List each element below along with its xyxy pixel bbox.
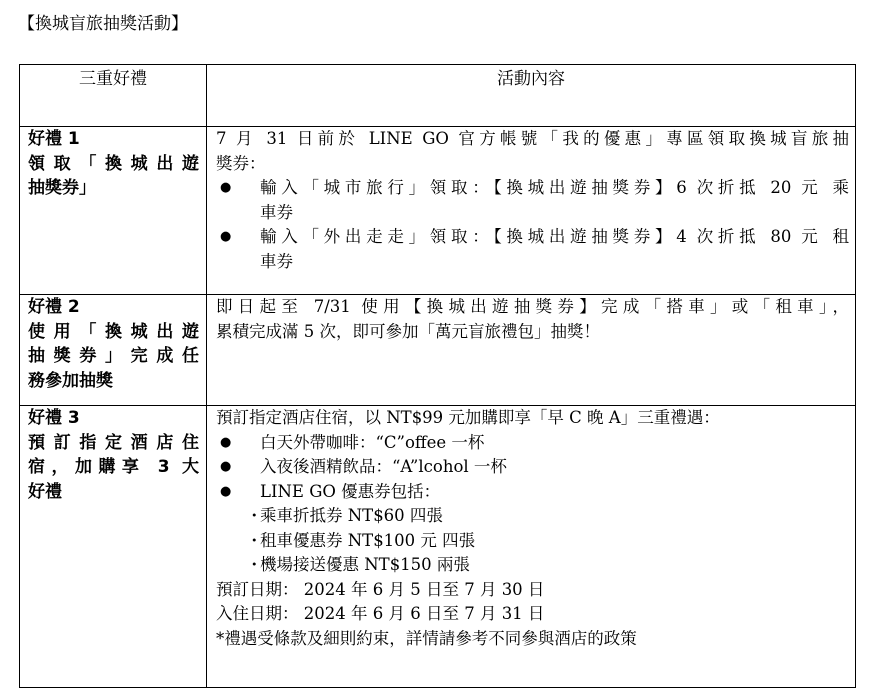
table-header-row bbox=[20, 65, 856, 127]
bullet-icon: ● bbox=[220, 229, 232, 244]
gift-1-desc-line: 領取「換城出遊 bbox=[28, 153, 199, 174]
list-item bbox=[216, 431, 849, 456]
bullet-icon: ● bbox=[220, 483, 232, 499]
bullet-text-line: 車券 bbox=[260, 251, 293, 271]
sub-bullet-icon: ・ bbox=[246, 555, 263, 574]
gift-2-intro-line: 即日起至 7/31 使用【換城出遊抽獎券】完成「搭車」或「租車」， bbox=[216, 297, 849, 316]
gift-1-content bbox=[207, 127, 856, 295]
gift-1-desc-line: 抽獎券」 bbox=[28, 178, 96, 198]
gift-3-desc-line: 宿，加購享 3 大 bbox=[28, 457, 199, 477]
gift-2-desc-line: 使用「換城出遊 bbox=[28, 321, 199, 342]
gift-3-desc-line: 預訂指定酒店住 bbox=[28, 432, 199, 453]
bullet-text-line: 輸入「外出走走」領取：【換城出遊抽獎券】4 次折抵 80 元 租 bbox=[260, 227, 849, 246]
gift-2-intro-line: 累積完成滿 5 次，即可參加「萬元盲旅禮包」抽獎！ bbox=[216, 321, 600, 341]
bullet-text-line: 入夜後酒精飲品：“A”lcohol 一杯 bbox=[260, 457, 507, 476]
gift-1-label: 好禮 1 bbox=[28, 129, 80, 149]
coupon-item-text: 租車優惠券 NT$100 元 四張 bbox=[260, 530, 476, 550]
gift-3-intro-line: 預訂指定酒店住宿，以 NT$99 元加購即享「早 C 晚 A」三重禮遇： bbox=[216, 408, 720, 427]
coupon-item-text: 機場接送優惠 NT$150 兩張 bbox=[260, 555, 470, 574]
list-item bbox=[216, 176, 849, 225]
gift-2-content bbox=[207, 295, 856, 406]
table-row bbox=[20, 295, 856, 406]
bullet-icon: ● bbox=[220, 459, 232, 474]
bullet-icon: ● bbox=[220, 180, 232, 195]
gift-2-desc-line: 務參加抽獎 bbox=[28, 370, 113, 391]
list-item bbox=[216, 504, 849, 529]
list-item bbox=[216, 529, 849, 554]
bullet-text-line: 輸入「城市旅行」領取：【換城出遊抽獎券】6 次折抵 20 元 乘 bbox=[260, 178, 849, 197]
list-item bbox=[216, 455, 849, 480]
document-title: 【換城盲旅抽獎活動】 bbox=[18, 14, 188, 34]
header-activity-content: 活動內容 bbox=[207, 65, 856, 127]
booking-date: 預訂日期： 2024 年 6 月 5 日至 7 月 30 日 bbox=[216, 579, 545, 599]
gift-3-desc-line: 好禮 bbox=[28, 481, 62, 502]
sub-bullet-icon: ・ bbox=[246, 530, 263, 550]
sub-bullet-icon: ・ bbox=[246, 506, 263, 525]
bullet-icon: ● bbox=[220, 434, 232, 450]
gift-1-intro-line: 獎券： bbox=[216, 153, 266, 173]
coupon-item-text: 乘車折抵券 NT$60 四張 bbox=[260, 506, 443, 525]
gift-2-label: 好禮 2 bbox=[28, 297, 80, 317]
gift-3-content bbox=[207, 406, 856, 688]
gift-2-cell bbox=[20, 295, 207, 406]
gift-3-label: 好禮 3 bbox=[28, 408, 80, 428]
list-item bbox=[216, 553, 849, 578]
bullet-text-line: LINE GO 優惠券包括： bbox=[260, 481, 441, 501]
list-item bbox=[216, 225, 849, 274]
table-row bbox=[20, 127, 856, 295]
list-item bbox=[216, 480, 849, 505]
stay-date: 入住日期： 2024 年 6 月 6 日至 7 月 31 日 bbox=[216, 604, 545, 623]
gift-1-cell bbox=[20, 127, 207, 295]
activity-table bbox=[19, 64, 856, 688]
gift-2-desc-line: 抽獎券」完成任 bbox=[28, 346, 199, 366]
header-three-gifts: 三重好禮 bbox=[20, 65, 207, 127]
gift-3-cell bbox=[20, 406, 207, 688]
gift-1-intro-line: 7 月 31 日前於 LINE GO 官方帳號「我的優惠」專區領取換城盲旅抽 bbox=[216, 129, 849, 148]
table-row bbox=[20, 406, 856, 688]
bullet-text-line: 車券 bbox=[260, 202, 293, 222]
bullet-text-line: 白天外帶咖啡：“C”offee 一杯 bbox=[260, 432, 485, 452]
terms-note: *禮遇受條款及細則約束，詳情請參考不同參與酒店的政策 bbox=[216, 628, 637, 648]
